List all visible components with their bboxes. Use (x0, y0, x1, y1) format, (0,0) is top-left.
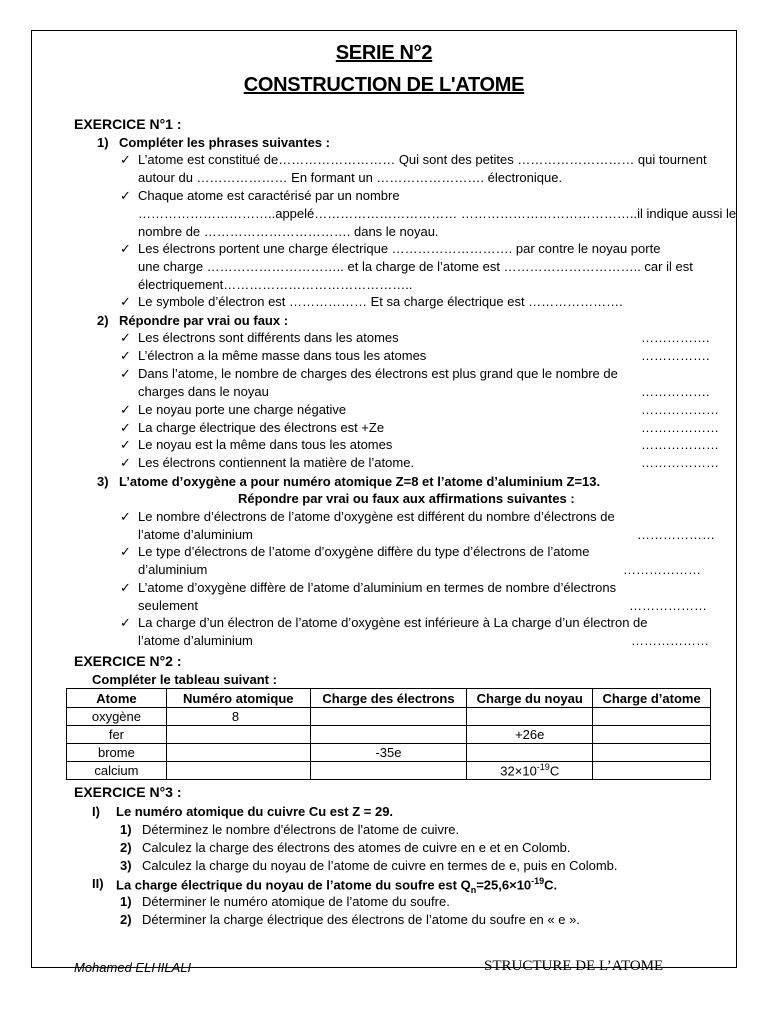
answer-blank: ……………… (641, 437, 719, 452)
answer-blank: ……………… (641, 402, 719, 417)
q3-label: 3) (97, 474, 109, 489)
q3-item: ✓ Le nombre d’électrons de l’atome d’oxygène est différent du nombre d’électrons de (138, 509, 615, 524)
answer-blank: ……………. (641, 330, 710, 345)
table-cell[interactable] (310, 708, 467, 726)
part-1-label: I) (92, 804, 100, 819)
q3-item-cont: seulement (138, 598, 198, 613)
charge-unit: C. (544, 877, 558, 893)
table-cell: 8 (166, 708, 310, 726)
q3-item-cont: l’atome d’aluminium (138, 633, 253, 648)
table-cell[interactable] (310, 762, 467, 780)
author-name: Mohamed ELHILALI (74, 960, 192, 975)
atom-table (66, 688, 711, 780)
ex2-instruction: Compléter le tableau suivant : (92, 672, 277, 687)
item-text: Déterminez le nombre d'électrons de l'atome de cuivre. (142, 822, 460, 837)
q2-item: ✓ La charge électrique des électrons est +Ze (138, 420, 384, 435)
q1-line-4: ✓ Le symbole d’électron est ……………… Et sa charge électrique est …………………. (138, 294, 623, 309)
q1-line-3: ✓ Les électrons portent une charge électrique ………………………. par contre le noyau porte (138, 241, 660, 256)
item-number: 2) (120, 912, 132, 927)
charge-subscript: n (470, 884, 477, 895)
q2-item: ✓ L’électron a la même masse dans tous les atomes (138, 348, 426, 363)
table-row (67, 726, 711, 744)
col-header: Charge des électrons (310, 689, 467, 708)
answer-blank: ……………. (641, 384, 710, 399)
answer-blank: ……………… (631, 633, 709, 648)
q3-item: ✓ Le type d’électrons de l’atome d’oxygène diffère du type d’électrons de l’atome (138, 544, 589, 559)
q3-subtitle: Répondre par vrai ou faux aux affirmations suivantes : (238, 491, 575, 506)
table-cell: fer (67, 726, 167, 744)
part-2-text (116, 876, 557, 895)
item-number: 1) (120, 822, 132, 837)
q1-line-1b: autour du ………………… En formant un ……………………. électronique. (138, 170, 563, 185)
item-text: Calculez la charge des électrons des atomes de cuivre en e et en Colomb. (142, 840, 571, 855)
q1-line-3b: une charge ………………………….. et la charge de l’atome est ………………………….. car il est (138, 259, 693, 274)
exercise-3-title: EXERCICE N°3 : (74, 784, 182, 800)
serie-title: SERIE N°2 (335, 42, 433, 64)
q2-item: ✓ Le noyau est la même dans tous les atomes (138, 437, 392, 452)
col-header: Atome (67, 689, 167, 708)
table-row (67, 744, 711, 762)
exercise-1-title: EXERCICE N°1 : (74, 116, 182, 132)
col-header: Numéro atomique (166, 689, 310, 708)
table-cell[interactable] (467, 744, 593, 762)
table-cell[interactable] (467, 708, 593, 726)
table-cell: -35e (310, 744, 467, 762)
table-cell[interactable] (593, 762, 711, 780)
exercise-2-title: EXERCICE N°2 : (74, 653, 182, 669)
table-header-row (67, 689, 711, 708)
answer-blank: ……………… (637, 527, 715, 542)
charge-value: =25,6×10 (476, 877, 532, 893)
q1-text: Compléter les phrases suivantes : (119, 135, 330, 150)
q3-item: ✓ La charge d’un électron de l’atome d’oxygène est inférieure à La charge d’un électron de (138, 615, 648, 630)
q1-line-2b: …………………………..appelé…………………………… …………………………………..il indique aussi le (138, 206, 737, 221)
q1-line-1: ✓ L’atome est constitué de……………………… Qui sont des petites ……………………… qui tournent (138, 152, 707, 167)
value-exponent: -19 (536, 762, 550, 773)
part-2-label: II) (92, 876, 104, 891)
q2-label: 2) (97, 313, 109, 328)
q3-text: L’atome d’oxygène a pour numéro atomique Z=8 et l’atome d’aluminium Z=13. (119, 474, 601, 489)
part-1-text: Le numéro atomique du cuivre Cu est Z = 29. (116, 804, 394, 819)
item-text: Déterminer la charge électrique des électrons de l’atome du soufre en « e ». (142, 912, 580, 927)
charge-exponent: -19 (531, 876, 545, 886)
table-cell[interactable] (166, 744, 310, 762)
answer-blank: ……………… (641, 420, 719, 435)
q2-item: ✓ Le noyau porte une charge négative (138, 402, 346, 417)
answer-blank: ……………… (641, 455, 719, 470)
q2-item: ✓ Les électrons sont différents dans les atomes (138, 330, 399, 345)
footer-subject: STRUCTURE DE L’ATOME (484, 958, 664, 974)
q3-item: ✓ L’atome d’oxygène diffère de l’atome d’aluminium en termes de nombre d’électrons (138, 580, 616, 595)
q2-item: ✓ Dans l’atome, le nombre de charges des électrons est plus grand que le nombre de (138, 366, 618, 381)
table-cell: +26e (467, 726, 593, 744)
q2-item-cont: charges dans le noyau (138, 384, 269, 399)
q3-item-cont: d’aluminium (138, 562, 208, 577)
table-cell[interactable] (166, 726, 310, 744)
worksheet-page (31, 30, 737, 975)
table-cell: calcium (67, 762, 167, 780)
table-cell[interactable] (593, 726, 711, 744)
q1-line-2c: nombre de ……………………………. dans le noyau. (138, 224, 439, 239)
col-header: Charge d’atome (593, 689, 711, 708)
item-text: Calculez la charge du noyau de l’atome de cuivre en termes de e, puis en Colomb. (142, 858, 618, 873)
table-cell[interactable] (310, 726, 467, 744)
q1-label: 1) (97, 135, 109, 150)
part-2-sentence: La charge électrique du noyau de l’atome du soufre est Q (116, 877, 471, 893)
q2-text: Répondre par vrai ou faux : (119, 313, 289, 328)
table-cell: brome (67, 744, 167, 762)
value-base: 32×10 (500, 763, 537, 779)
table-cell[interactable] (166, 762, 310, 780)
table-row (67, 708, 711, 726)
page-title: CONSTRUCTION DE L'ATOME (243, 74, 525, 96)
q2-item: ✓ Les électrons contiennent la matière de l’atome. (138, 455, 414, 470)
q3-item-cont: l’atome d’aluminium (138, 527, 253, 542)
item-number: 3) (120, 858, 132, 873)
answer-blank: ……………… (623, 562, 701, 577)
q1-line-3c: électriquement…………………………………….. (138, 277, 413, 292)
answer-blank: ……………… (629, 598, 707, 613)
item-text: Déterminer le numéro atomique de l’atome du soufre. (142, 894, 450, 909)
table-cell: oxygène (67, 708, 167, 726)
item-number: 2) (120, 840, 132, 855)
table-cell-calcium-noyau (467, 762, 593, 780)
table-cell[interactable] (593, 744, 711, 762)
item-number: 1) (120, 894, 132, 909)
q1-line-2: ✓ Chaque atome est caractérisé par un nombre (138, 188, 400, 203)
value-unit: C (549, 763, 560, 779)
answer-blank: ……………. (641, 348, 710, 363)
table-cell[interactable] (593, 708, 711, 726)
table-row (67, 762, 711, 780)
col-header: Charge du noyau (467, 689, 593, 708)
